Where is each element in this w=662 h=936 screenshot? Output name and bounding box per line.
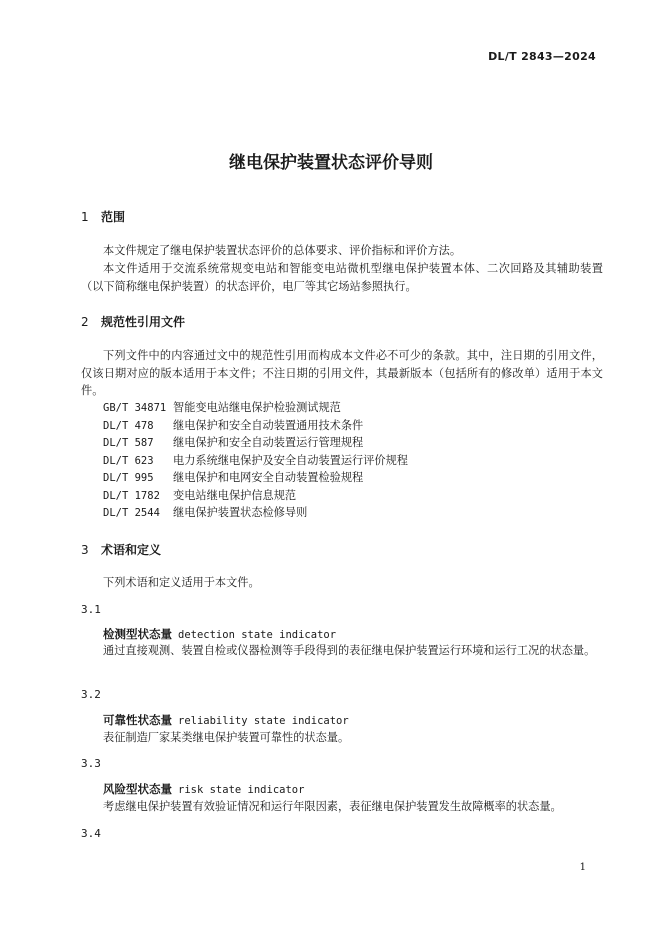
reference-code: DL/T 995 [103,472,154,484]
term-en: detection state indicator [178,629,337,641]
section-1-paragraph-1: 本文件规定了继电保护装置状态评价的总体要求、评价指标和评价方法。 [103,244,462,257]
reference-title: 电力系统继电保护及安全自动装置运行评价规程 [173,454,408,467]
reference-title: 智能变电站继电保护检验测试规范 [173,401,341,414]
section-title: 规范性引用文件 [101,315,186,329]
reference-item [103,504,307,520]
reference-item [103,487,296,503]
section-number: 1 [81,210,89,224]
reference-item [103,417,363,433]
section-number: 3 [81,543,89,557]
reference-code: DL/T 1782 [103,490,160,502]
reference-title: 继电保护装置状态检修导则 [173,506,308,519]
reference-item [103,469,363,485]
section-title: 术语和定义 [101,543,162,557]
section-3-intro: 下列术语和定义适用于本文件。 [103,576,260,589]
reference-title: 继电保护和电网安全自动装置检验规程 [173,471,364,484]
term-heading [103,626,336,642]
term-zh: 风险型状态量 [103,782,172,796]
reference-item [103,434,363,450]
section-3-heading [81,541,161,558]
document-title: 继电保护装置状态评价导则 [229,153,433,173]
reference-code: DL/T 2544 [103,507,160,519]
term-zh: 检测型状态量 [103,627,172,641]
section-1-heading [81,208,125,225]
reference-title: 变电站继电保护信息规范 [173,489,297,502]
term-number: 3.4 [81,827,101,840]
reference-item [103,399,341,415]
section-title: 范围 [101,210,126,224]
term-heading [103,712,349,728]
section-2-intro: 下列文件中的内容通过文中的规范性引用而构成本文件必不可少的条款。其中，注日期的引用文件，仅该日期对应的版本适用于本文件；不注日期的引用文件，其最新版本（包括所有的修改单）适用于本文件。 [81,349,603,397]
term-number: 3.2 [81,688,101,701]
term-definition: 通过直接观测、装置自检或仪器检测等手段得到的表征继电保护装置运行环境和运行工况的状态量。 [103,644,596,657]
term-zh: 可靠性状态量 [103,713,172,727]
term-definition: 表征制造厂家某类继电保护装置可靠性的状态量。 [103,731,350,744]
term-en: reliability state indicator [178,715,349,727]
reference-code: DL/T 587 [103,437,154,449]
reference-title: 继电保护和安全自动装置通用技术条件 [173,419,364,432]
reference-code: DL/T 478 [103,420,154,432]
standard-id: DL/T 2843—2024 [488,50,596,63]
section-number: 2 [81,315,89,329]
reference-code: GB/T 34871 [103,402,167,414]
term-en: risk state indicator [178,784,305,796]
term-definition: 考虑继电保护装置有效验证情况和运行年限因素，表征继电保护装置发生故障概率的状态量。 [103,800,562,813]
reference-title: 继电保护和安全自动装置运行管理规程 [173,436,364,449]
reference-item [103,452,408,468]
term-number: 3.1 [81,603,101,616]
reference-code: DL/T 623 [103,455,154,467]
page-number: 1 [579,862,586,873]
section-2-heading [81,313,185,330]
term-number: 3.3 [81,757,101,770]
term-heading [103,781,304,797]
section-1-paragraph-2: 本文件适用于交流系统常规变电站和智能变电站微机型继电保护装置本体、二次回路及其辅助装置（以下简称继电保护装置）的状态评价，电厂等其它场站参照执行。 [81,262,603,293]
